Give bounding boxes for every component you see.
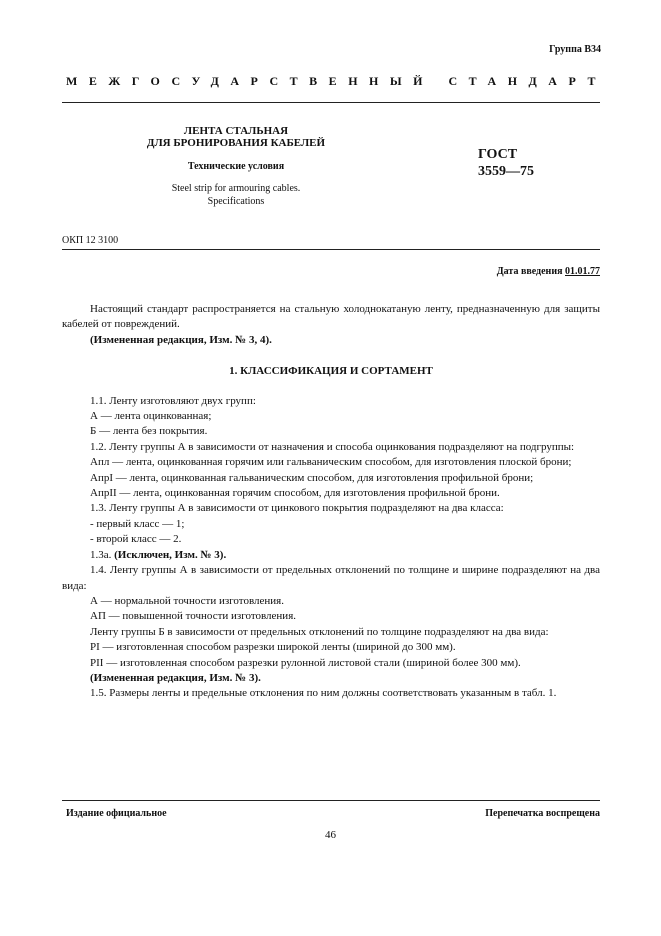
clause-1-1-item-a: А — лента оцинкованная; <box>90 410 212 423</box>
intro-paragraph: Настоящий стандарт распространяется на стальную холоднокатаную ленту, предназначенную для защиты кабелей от повреждений. <box>62 303 600 331</box>
middle-divider <box>62 249 600 250</box>
clause-1-3-item-1: - первый класс — 1; <box>90 517 185 530</box>
page-number: 46 <box>325 829 336 841</box>
english-title-line-2: Specifications <box>207 196 265 207</box>
clause-1-3a <box>62 548 600 563</box>
document-body <box>62 302 600 702</box>
introduction-date-value: 01.01.77 <box>565 266 600 277</box>
official-edition-note: Издание официальное <box>66 808 167 819</box>
clause-1-4-item-p2: PII — изготовленная способом разрезки рулонной листовой стали (шириной более 300 мм). <box>90 656 521 669</box>
document-subtitle: Технические условия <box>187 161 285 172</box>
group-code: Группа В34 <box>549 44 601 55</box>
intro-edit-note: (Измененная редакция, Изм. № 3, 4). <box>90 333 272 346</box>
clause-1-5: 1.5. Размеры ленты и предельные отклонения по ним должны соответствовать указанным в табл. 1. <box>90 687 557 700</box>
clause-1-2-item-apl: Апл — лента, оцинкованная горячим или гальваническим способом, для изготовления плоской брони; <box>90 456 572 469</box>
clause-1-3-item-2: - второй класс — 2. <box>90 533 182 546</box>
introduction-date-label: Дата введения <box>496 266 563 277</box>
clause-1-3: 1.3. Ленту группы А в зависимости от цинкового покрытия подразделяют на два класса: <box>90 502 504 515</box>
bottom-divider <box>62 800 600 801</box>
clause-1-2-item-apr2: АпрII — лента, оцинкованная горячим способом, для изготовления профильной брони. <box>90 487 500 500</box>
english-title-line-1: Steel strip for armouring cables. <box>171 183 301 194</box>
title-line-2: ДЛЯ БРОНИРОВАНИЯ КАБЕЛЕЙ <box>146 137 326 149</box>
clause-1-3a-number: 1.3а. <box>90 548 112 561</box>
title-line-1: ЛЕНТА СТАЛЬНАЯ <box>183 125 289 137</box>
clause-1-1: 1.1. Ленту изготовляют двух групп: <box>90 394 256 407</box>
gost-label: ГОСТ <box>478 147 518 162</box>
clause-1-2-item-apr1: АпрI — лента, оцинкованная гальваническим способом, для изготовления профильной брони; <box>90 471 534 484</box>
gost-number: 3559—75 <box>478 164 534 179</box>
clause-1-4-item-p1: PI — изготовленная способом разрезки широкой ленты (шириной до 300 мм). <box>90 641 456 654</box>
okp-code: ОКП 12 3100 <box>62 235 119 246</box>
gost-designation <box>478 146 534 180</box>
english-title <box>120 182 352 208</box>
standard-banner: МЕЖГОСУДАРСТВЕННЫЙ СТАНДАРТ <box>66 74 607 88</box>
clause-1-2: 1.2. Ленту группы А в зависимости от назначения и способа оцинкования подразделяют на подгруппы: <box>90 440 575 453</box>
introduction-date <box>497 266 600 277</box>
clause-1-4-group-b: Ленту группы Б в зависимости от предельных отклонений по толщине подразделяют на два вида: <box>90 625 549 638</box>
section-heading: 1. КЛАССИФИКАЦИЯ И СОРТАМЕНТ <box>229 365 433 378</box>
clause-1-4: 1.4. Ленту группы А в зависимости от предельных отклонений по толщине и ширине подразделяют на два вида: <box>62 564 600 592</box>
clause-1-3a-excluded: (Исключен, Изм. № 3). <box>114 548 227 561</box>
clause-1-1-item-b: Б — лента без покрытия. <box>90 425 208 438</box>
clause-1-4-item-a: А — нормальной точности изготовления. <box>90 594 284 607</box>
clause-1-4-item-ap: АП — повышенной точности изготовления. <box>90 610 297 623</box>
reprint-prohibited-note: Перепечатка воспрещена <box>485 808 600 819</box>
top-divider <box>62 102 600 103</box>
clause-1-4-edit-note: (Измененная редакция, Изм. № 3). <box>90 671 261 684</box>
title-block <box>120 125 352 208</box>
